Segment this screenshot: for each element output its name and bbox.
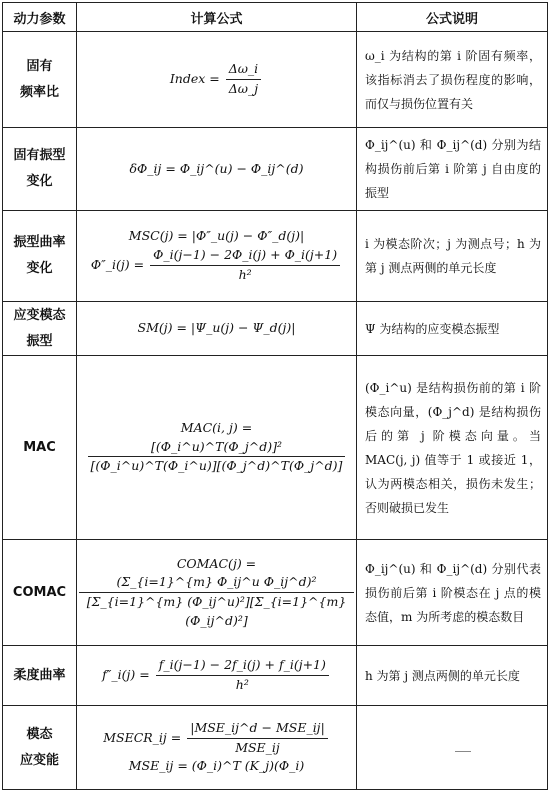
numerator: |MSE_ij^d − MSE_ij| bbox=[187, 719, 328, 739]
denominator: [(Φ_i^u)^T(Φ_i^u)][(Φ_j^d)^T(Φ_j^d)] bbox=[90, 458, 343, 474]
numerator: Φ_i(j−1) − 2Φ_i(j) + Φ_i(j+1) bbox=[150, 246, 340, 266]
parameter-name: 柔度曲率 bbox=[3, 646, 77, 706]
table-row bbox=[3, 128, 548, 211]
formula-lhs: f″_i(j) = bbox=[102, 667, 150, 682]
parameter-name: COMAC bbox=[3, 540, 77, 646]
header-parameter: 动力参数 bbox=[3, 3, 77, 32]
header-description: 公式说明 bbox=[357, 3, 548, 32]
formula-cell bbox=[77, 646, 357, 706]
denominator: h² bbox=[238, 266, 252, 282]
description-cell: h 为第 j 测点两侧的单元长度 bbox=[357, 646, 548, 706]
table-row bbox=[3, 32, 548, 128]
parameter-name: 固有振型 变化 bbox=[3, 128, 77, 211]
empty-dash bbox=[455, 751, 471, 752]
fraction bbox=[187, 719, 328, 758]
fraction bbox=[226, 60, 261, 99]
table-row bbox=[3, 540, 548, 646]
table-row bbox=[3, 211, 548, 302]
fraction bbox=[88, 438, 346, 477]
denominator: [Σ_{i=1}^{m} (Φ_ij^u)²][Σ_{i=1}^{m} (Φ_ij^d)²] bbox=[86, 594, 347, 628]
parameter-name: MAC bbox=[3, 356, 77, 540]
header-row bbox=[3, 3, 548, 32]
description-cell: Φ_ij^(u) 和 Φ_ij^(d) 分别为结构损伤前后第 i 阶第 j 自由度的振型 bbox=[357, 128, 548, 211]
dynamic-parameters-table bbox=[2, 2, 548, 790]
formula-lhs: COMAC(j) = bbox=[176, 555, 257, 571]
table-row bbox=[3, 706, 548, 790]
denominator: h² bbox=[235, 677, 249, 692]
formula-cell bbox=[77, 706, 357, 790]
formula-cell: SM(j) = |Ψ_u(j) − Ψ_d(j)| bbox=[77, 302, 357, 356]
parameter-name: 振型曲率 变化 bbox=[3, 211, 77, 302]
numerator: f_i(j−1) − 2f_i(j) + f_i(j+1) bbox=[156, 656, 329, 676]
parameter-name: 模态 应变能 bbox=[3, 706, 77, 790]
fraction bbox=[156, 656, 329, 695]
formula-line: MSC(j) = |Φ″_u(j) − Φ″_d(j)| bbox=[128, 228, 305, 244]
formula-cell: δΦ_ij = Φ_ij^(u) − Φ_ij^(d) bbox=[77, 128, 357, 211]
formula-lhs: MSECR_ij = bbox=[103, 729, 182, 745]
numerator: [(Φ_i^u)^T(Φ_j^d)]² bbox=[88, 438, 346, 458]
description-cell: ω_i 为结构的第 i 阶固有频率，该指标消去了损伤程度的影响，而仅与损伤位置有关 bbox=[357, 32, 548, 128]
denominator: MSE_ij bbox=[235, 739, 280, 755]
fraction bbox=[79, 573, 354, 630]
formula-cell bbox=[77, 540, 357, 646]
formula-cell bbox=[77, 211, 357, 302]
header-formula: 计算公式 bbox=[77, 3, 357, 32]
numerator: (Σ_{i=1}^{m} Φ_ij^u Φ_ij^d)² bbox=[79, 573, 354, 593]
description-cell: i 为模态阶次；j 为测点号；h 为第 j 测点两侧的单元长度 bbox=[357, 211, 548, 302]
formula-line: MSE_ij = (Φ_i)^T (K_j)(Φ_i) bbox=[128, 758, 305, 774]
formula-lhs: Φ″_i(j) = bbox=[90, 256, 145, 272]
numerator: Δω_i bbox=[226, 60, 261, 80]
table-row bbox=[3, 646, 548, 706]
description-cell: Ψ 为结构的应变模态振型 bbox=[357, 302, 548, 356]
denominator: Δω_j bbox=[228, 81, 259, 96]
table-row bbox=[3, 356, 548, 540]
description-cell bbox=[357, 706, 548, 790]
formula-lhs: Index = bbox=[169, 71, 220, 86]
parameter-name: 固有 频率比 bbox=[3, 32, 77, 128]
description-cell: Φ_ij^(u) 和 Φ_ij^(d) 分别代表损伤前后第 i 阶模态在 j 点的模态值，m 为所考虑的模态数目 bbox=[357, 540, 548, 646]
formula-lhs: MAC(i, j) = bbox=[180, 419, 253, 435]
parameter-name: 应变模态 振型 bbox=[3, 302, 77, 356]
fraction bbox=[150, 246, 340, 285]
formula-cell bbox=[77, 356, 357, 540]
formula-cell bbox=[77, 32, 357, 128]
description-cell: (Φ_i^u) 是结构损伤前的第 i 阶模态向量，(Φ_j^d) 是结构损伤后的第 j 阶模态向量。当 MAC(j, j) 值等于 1 或接近 1，认为两模态相关，损伤未发生；否则破损已发生 bbox=[357, 356, 548, 540]
table-row bbox=[3, 302, 548, 356]
